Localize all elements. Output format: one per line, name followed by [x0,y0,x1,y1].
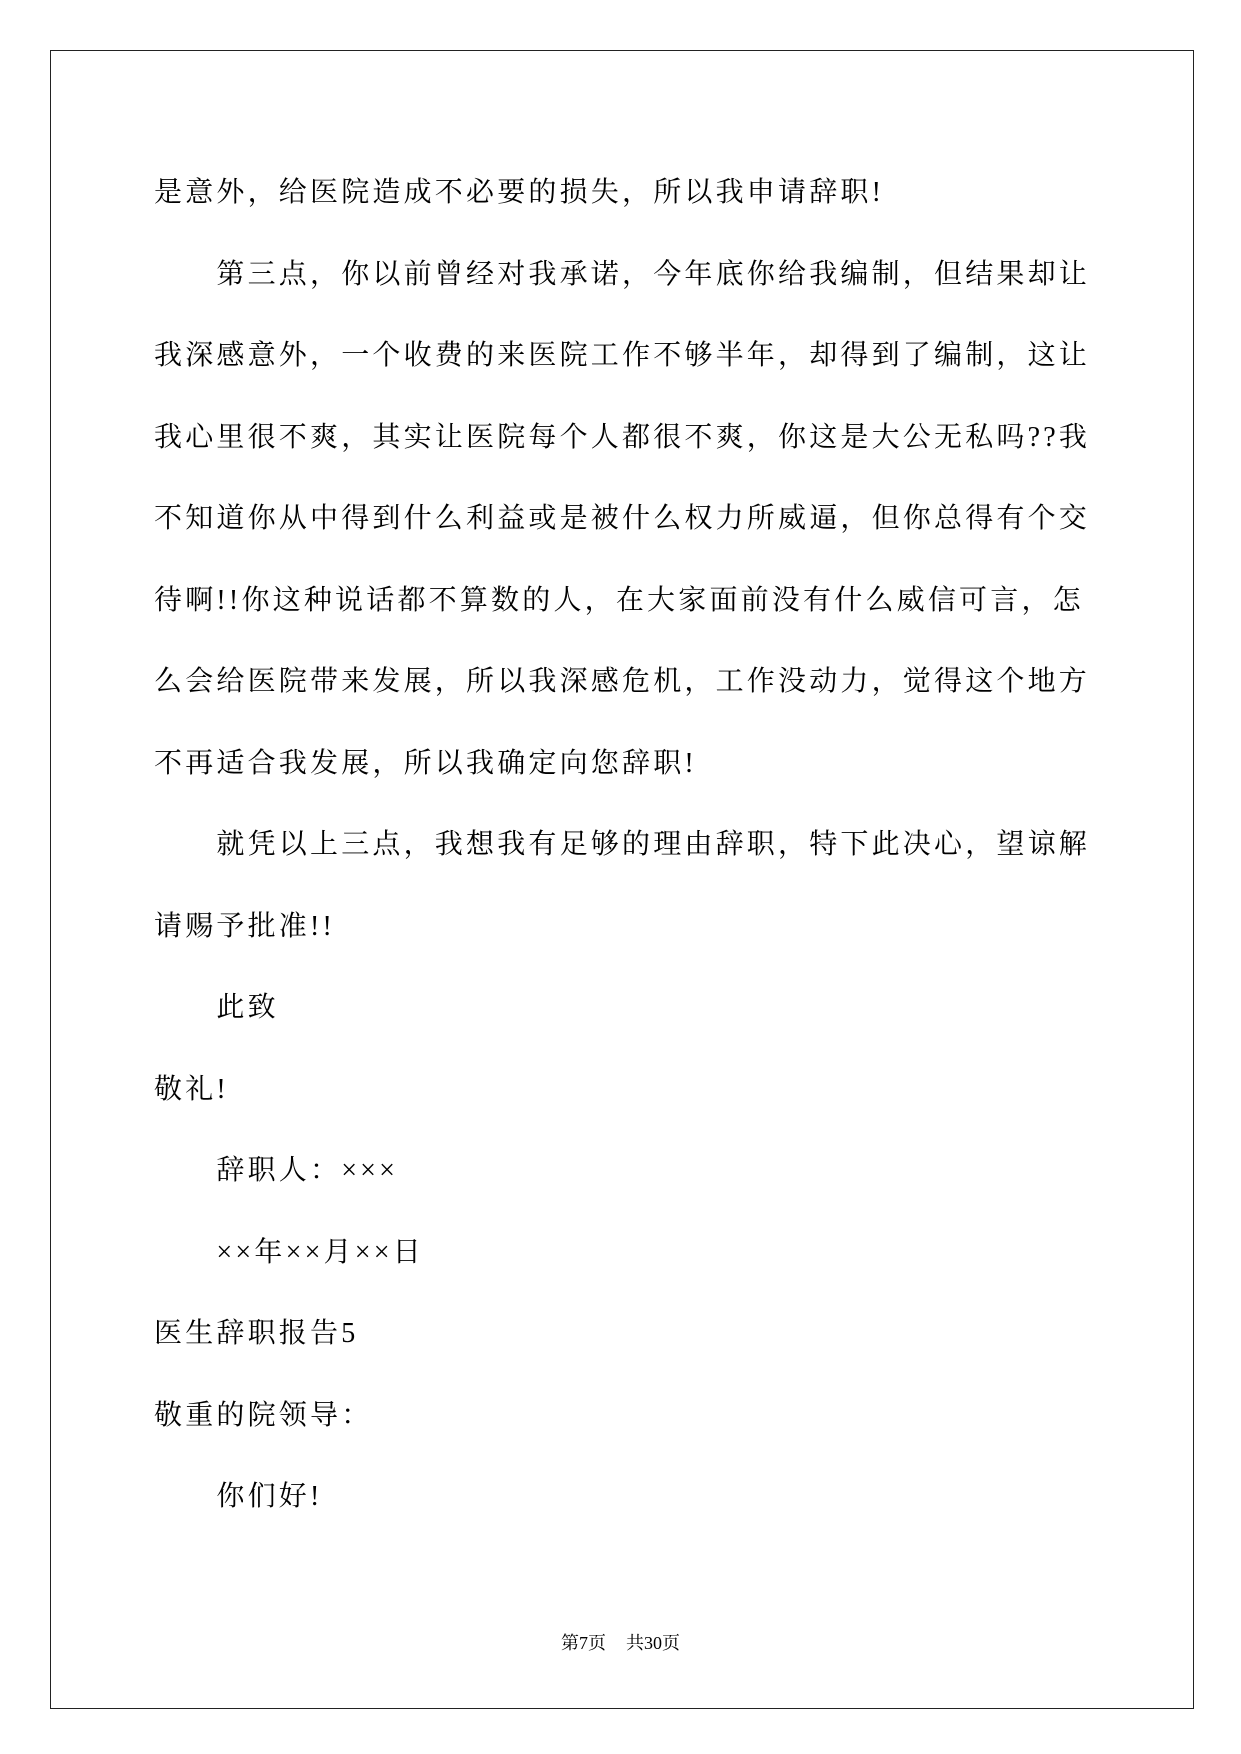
page-total: 共30页 [626,1633,680,1653]
paragraph-conclusion [154,804,1114,967]
paragraph-line: 待啊!!你这种说话都不算数的人，在大家面前没有什么威信可言，怎 [154,584,1084,616]
paragraph-line: 么会给医院带来发展，所以我深感危机，工作没动力，觉得这个地方 [154,666,1091,697]
paragraph-line: 第三点，你以前曾经对我承诺，今年底你给我编制，但结果却让 [216,258,1090,290]
signature-line: 辞职人：××× [216,1155,399,1186]
report-greeting: 敬重的院领导： [154,1399,373,1431]
report-title: 医生辞职报告5 [154,1318,359,1349]
date-line: ××年××月××日 [216,1236,424,1268]
paragraph-line: 不知道你从中得到什么利益或是被什么权力所威逼，但你总得有个交 [154,503,1091,534]
paragraph-line: 不再适合我发展，所以我确定向您辞职! [154,747,697,779]
paragraph-line: 我深感意外，一个收费的来医院工作不够半年，却得到了编制，这让 [154,340,1091,371]
page-footer [0,1630,1241,1656]
closing-regards: 敬礼! [154,1073,229,1105]
paragraph-point-three [154,234,1114,805]
paragraph-line: 是意外，给医院造成不必要的损失，所以我申请辞职! [154,177,885,208]
paragraph-line: 我心里很不爽，其实让医院每个人都很不爽，你这是大公无私吗??我 [154,421,1091,453]
document-body [154,152,1114,1538]
paragraph-line: 请赐予批准!! [154,910,336,942]
closing-salutation: 此致 [216,992,279,1023]
report-opening: 你们好! [216,1481,323,1512]
paragraph-line: 就凭以上三点，我想我有足够的理由辞职，特下此决心，望谅解 [216,829,1090,860]
page-number: 第7页 [561,1633,606,1653]
